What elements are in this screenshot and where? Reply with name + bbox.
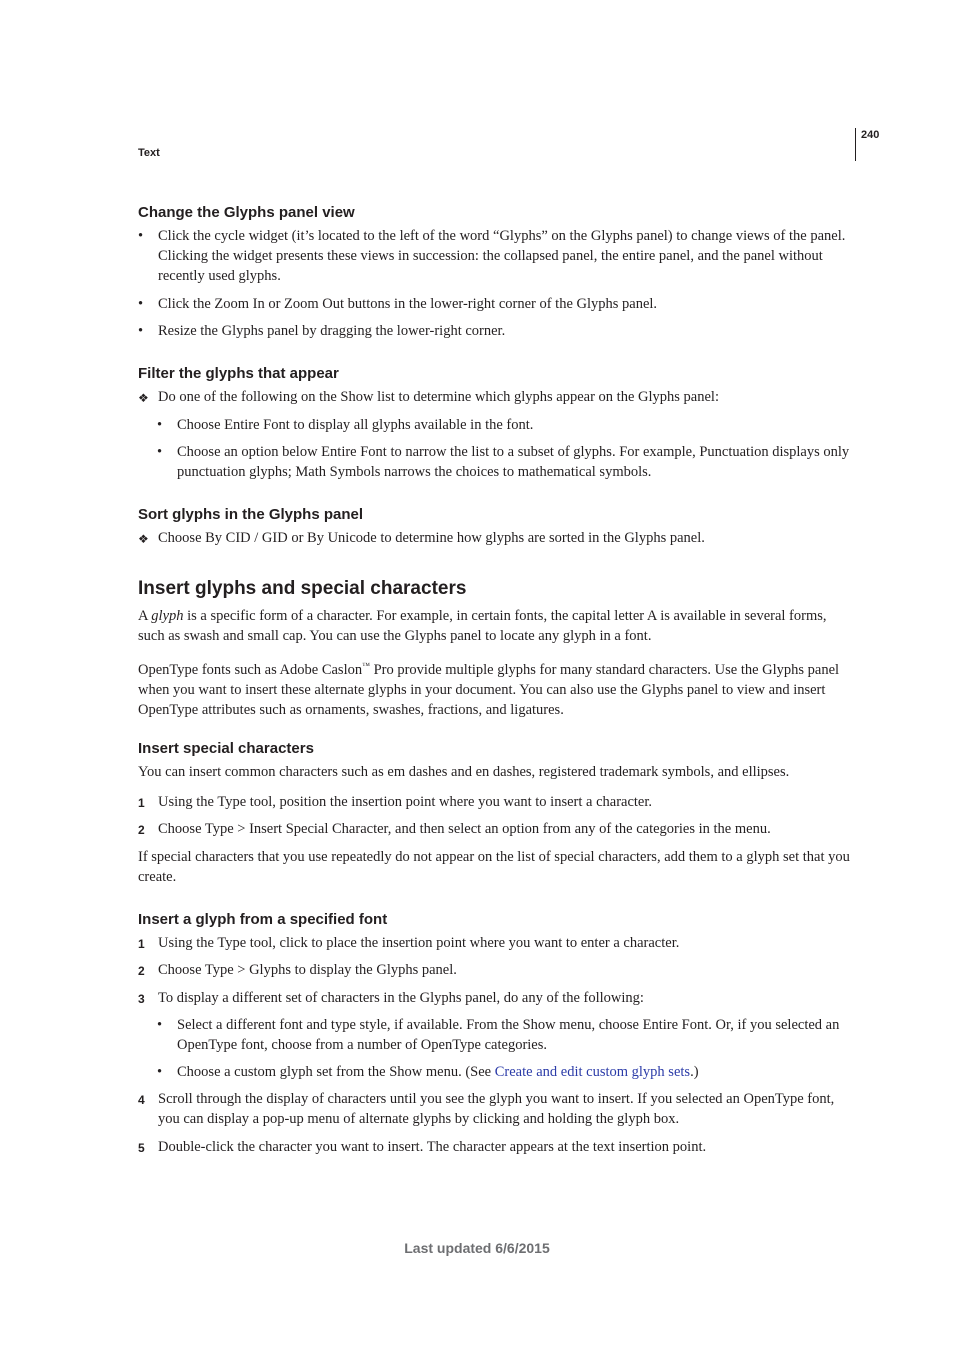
step-diamond-marker: ❖: [138, 532, 149, 546]
list-item-text: Choose an option below Entire Font to narrow the list to a subset of glyphs. For example, Punctuation displays only punctuation glyphs; Math Symbols narrows the choices to mathematical symbols.: [177, 444, 850, 480]
list-item: [138, 321, 850, 341]
list-item-text: Choose Entire Font to display all glyphs available in the font.: [177, 417, 534, 433]
paragraph-glyph-definition: [138, 606, 850, 646]
heading-change-glyphs-view: Change the Glyphs panel view: [138, 204, 355, 221]
list-item: [157, 1015, 850, 1055]
text-run: Choose a custom glyph set from the Show menu. (See: [177, 1064, 495, 1080]
text-run: .): [690, 1064, 699, 1080]
step-text: Choose By CID / GID or By Unicode to determine how glyphs are sorted in the Glyphs panel.: [158, 530, 705, 546]
step-number: 5: [138, 1141, 145, 1155]
heading-insert-glyphs: Insert glyphs and special characters: [138, 578, 467, 599]
section-label: Text: [138, 147, 160, 159]
list-item: [157, 1062, 850, 1082]
bullet-marker: •: [157, 444, 163, 460]
numbered-step: [138, 960, 850, 980]
step-text: Using the Type tool, position the insertion point where you want to insert a character.: [158, 794, 653, 810]
term-glyph: glyph: [151, 608, 184, 624]
text-run: is a specific form of a character. For example, in certain fonts, the capital letter A is available in several forms, such as swash and small cap. You can use the Glyphs panel to locate any glyph in a font.: [138, 608, 827, 644]
list-item: [138, 294, 850, 314]
step-diamond-marker: ❖: [138, 391, 149, 405]
list-item: [157, 442, 850, 482]
step-item: [138, 528, 850, 548]
step-text: Using the Type tool, click to place the insertion point where you want to enter a character.: [158, 935, 680, 951]
page-number: 240: [861, 129, 880, 141]
list-item-text: Click the Zoom In or Zoom Out buttons in the lower-right corner of the Glyphs panel.: [158, 296, 658, 312]
list-item-text: Select a different font and type style, if available. From the Show menu, choose Entire Font. Or, if you selected an OpenType font, choose from a number of OpenType categories.: [177, 1017, 840, 1053]
step-number: 2: [138, 823, 145, 837]
list-item: [157, 415, 850, 435]
step-number: 3: [138, 992, 145, 1006]
bullet-marker: •: [138, 228, 144, 244]
paragraph-special-intro: You can insert common characters such as em dashes and en dashes, registered trademark symbols, and ellipses.: [138, 764, 790, 780]
numbered-step: [138, 819, 850, 839]
step-text: To display a different set of characters in the Glyphs panel, do any of the following:: [158, 990, 644, 1006]
numbered-step: [138, 988, 850, 1008]
numbered-step: [138, 1137, 850, 1157]
heading-insert-glyph-from-font: Insert a glyph from a specified font: [138, 911, 388, 928]
paragraph-special-outro: If special characters that you use repeatedly do not appear on the list of special characters, add them to a glyph set that you create.: [138, 849, 850, 885]
link-create-custom-glyph-sets[interactable]: Create and edit custom glyph sets: [494, 1064, 691, 1080]
step-text: Double-click the character you want to insert. The character appears at the text insertion point.: [158, 1139, 707, 1155]
heading-sort-glyphs: Sort glyphs in the Glyphs panel: [138, 506, 364, 523]
header-divider: [855, 128, 856, 161]
list-item-text: [177, 1062, 850, 1082]
step-text: Do one of the following on the Show list to determine which glyphs appear on the Glyphs panel:: [158, 389, 719, 405]
text-run: Pro provide multiple glyphs for many standard characters. Use the Glyphs panel when you want to insert these alternate glyphs in your document. You can also use the Glyphs panel to view and insert OpenType attributes such as ornaments, swashes, fractions, and ligatures.: [138, 661, 840, 718]
numbered-step: [138, 792, 850, 812]
paragraph-opentype: [138, 656, 850, 720]
bullet-marker: •: [157, 417, 163, 433]
trademark-symbol: ™: [362, 661, 370, 670]
step-number: 1: [138, 796, 145, 810]
step-number: 1: [138, 937, 145, 951]
step-number: 2: [138, 964, 145, 978]
step-text: Choose Type > Glyphs to display the Glyphs panel.: [158, 962, 457, 978]
bullet-marker: •: [138, 323, 144, 339]
list-item: [138, 226, 850, 286]
footer-last-updated: Last updated 6/6/2015: [404, 1240, 550, 1256]
bullet-marker: •: [157, 1017, 163, 1033]
step-item: [138, 387, 850, 407]
list-item-text: Click the cycle widget (it’s located to the left of the word “Glyphs” on the Glyphs panel) to change views of the panel. Clicking the widget presents these views in succession: the collapsed panel, the entire panel, and the panel without recently used glyphs.: [158, 228, 846, 284]
step-text: Choose Type > Insert Special Character, and then select an option from any of the categories in the menu.: [158, 821, 771, 837]
heading-filter-glyphs: Filter the glyphs that appear: [138, 365, 339, 382]
heading-insert-special-characters: Insert special characters: [138, 740, 314, 757]
step-number: 4: [138, 1093, 145, 1107]
text-run: A: [138, 608, 152, 624]
numbered-step: [138, 933, 850, 953]
text-run: OpenType fonts such as Adobe Caslon: [138, 661, 363, 678]
list-item-text: Resize the Glyphs panel by dragging the lower-right corner.: [158, 323, 506, 339]
step-text: Scroll through the display of characters until you see the glyph you want to insert. If you selected an OpenType font, you can display a pop-up menu of alternate glyphs by clicking and holding the glyph box.: [158, 1091, 835, 1127]
bullet-marker: •: [157, 1064, 163, 1080]
numbered-step: [138, 1089, 850, 1129]
bullet-marker: •: [138, 296, 144, 312]
